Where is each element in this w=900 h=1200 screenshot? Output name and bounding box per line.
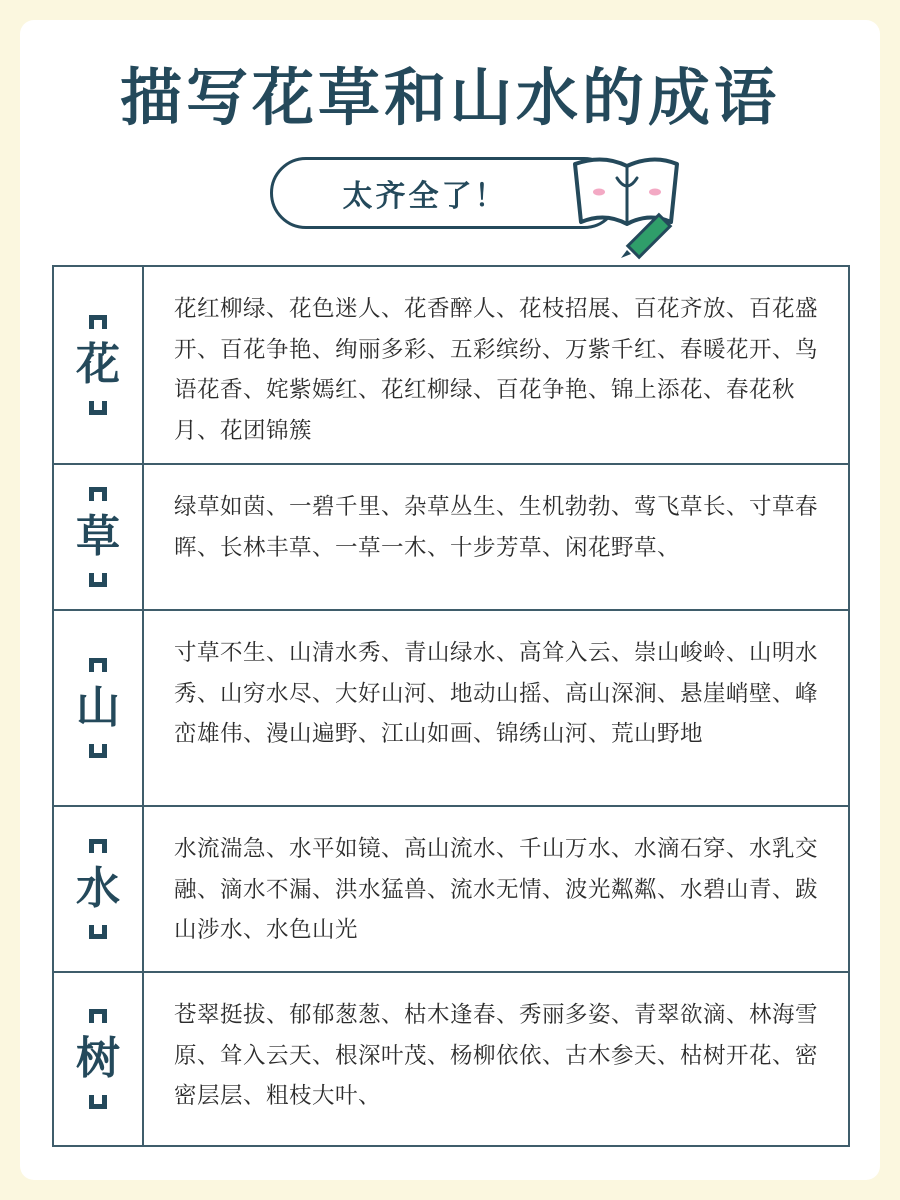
- idioms-text: 绿草如茵、一碧千里、杂草丛生、生机勃勃、莺飞草长、寸草春晖、长林丰草、一草一木、十步芳草、闲花野草、: [174, 494, 819, 561]
- table-row: [54, 465, 848, 611]
- subtitle-text: 太齐全了！: [342, 179, 508, 214]
- bracket-open: [89, 1009, 107, 1023]
- page-title: 描写花草和山水的成语: [119, 61, 780, 134]
- table-row: [54, 267, 848, 465]
- row-label: [54, 465, 144, 609]
- row-label: [54, 611, 144, 805]
- category-flower: 花: [76, 338, 120, 390]
- idioms-text: 花红柳绿、花色迷人、花香醉人、花枝招展、百花齐放、百花盛开、百花争艳、绚丽多彩、五彩缤纷、万紫千红、春暖花开、鸟语花香、姹紫嫣红、花红柳绿、百花争艳、锦上添花、春花秋月、花团锦簇: [174, 296, 819, 444]
- row-label: [54, 807, 144, 971]
- category-tree: 树: [76, 1032, 120, 1084]
- category-grass: 草: [76, 510, 120, 562]
- bracket-close: [89, 573, 107, 587]
- table-row: [54, 611, 848, 807]
- bracket-close: [89, 401, 107, 415]
- bracket-open: [89, 487, 107, 501]
- idioms-text: 水流湍急、水平如镜、高山流水、千山万水、水滴石穿、水乳交融、滴水不漏、洪水猛兽、流水无情、波光粼粼、水碧山青、跋山涉水、水色山光: [174, 836, 819, 943]
- idioms-text: 苍翠挺拔、郁郁葱葱、枯木逢春、秀丽多姿、青翠欲滴、林海雪原、耸入云天、根深叶茂、杨柳依依、古木参天、枯树开花、密密层层、粗枝大叶、: [174, 1002, 819, 1109]
- row-label: [54, 973, 144, 1145]
- bracket-close: [89, 925, 107, 939]
- idioms-text: 寸草不生、山清水秀、青山绿水、高耸入云、崇山峻岭、山明水秀、山穷水尽、大好山河、地动山摇、高山深涧、悬崖峭壁、峰峦雄伟、漫山遍野、江山如画、锦绣山河、荒山野地: [174, 640, 819, 747]
- bracket-open: [89, 315, 107, 329]
- idioms-table: [52, 265, 850, 1147]
- table-row: [54, 807, 848, 973]
- bracket-open: [89, 658, 107, 672]
- bracket-close: [89, 1095, 107, 1109]
- open-book-icon: [565, 150, 695, 260]
- category-water: 水: [76, 862, 120, 914]
- bracket-close: [89, 744, 107, 758]
- category-mountain: 山: [76, 681, 120, 733]
- row-label: [54, 267, 144, 463]
- bracket-open: [89, 839, 107, 853]
- table-row: [54, 973, 848, 1145]
